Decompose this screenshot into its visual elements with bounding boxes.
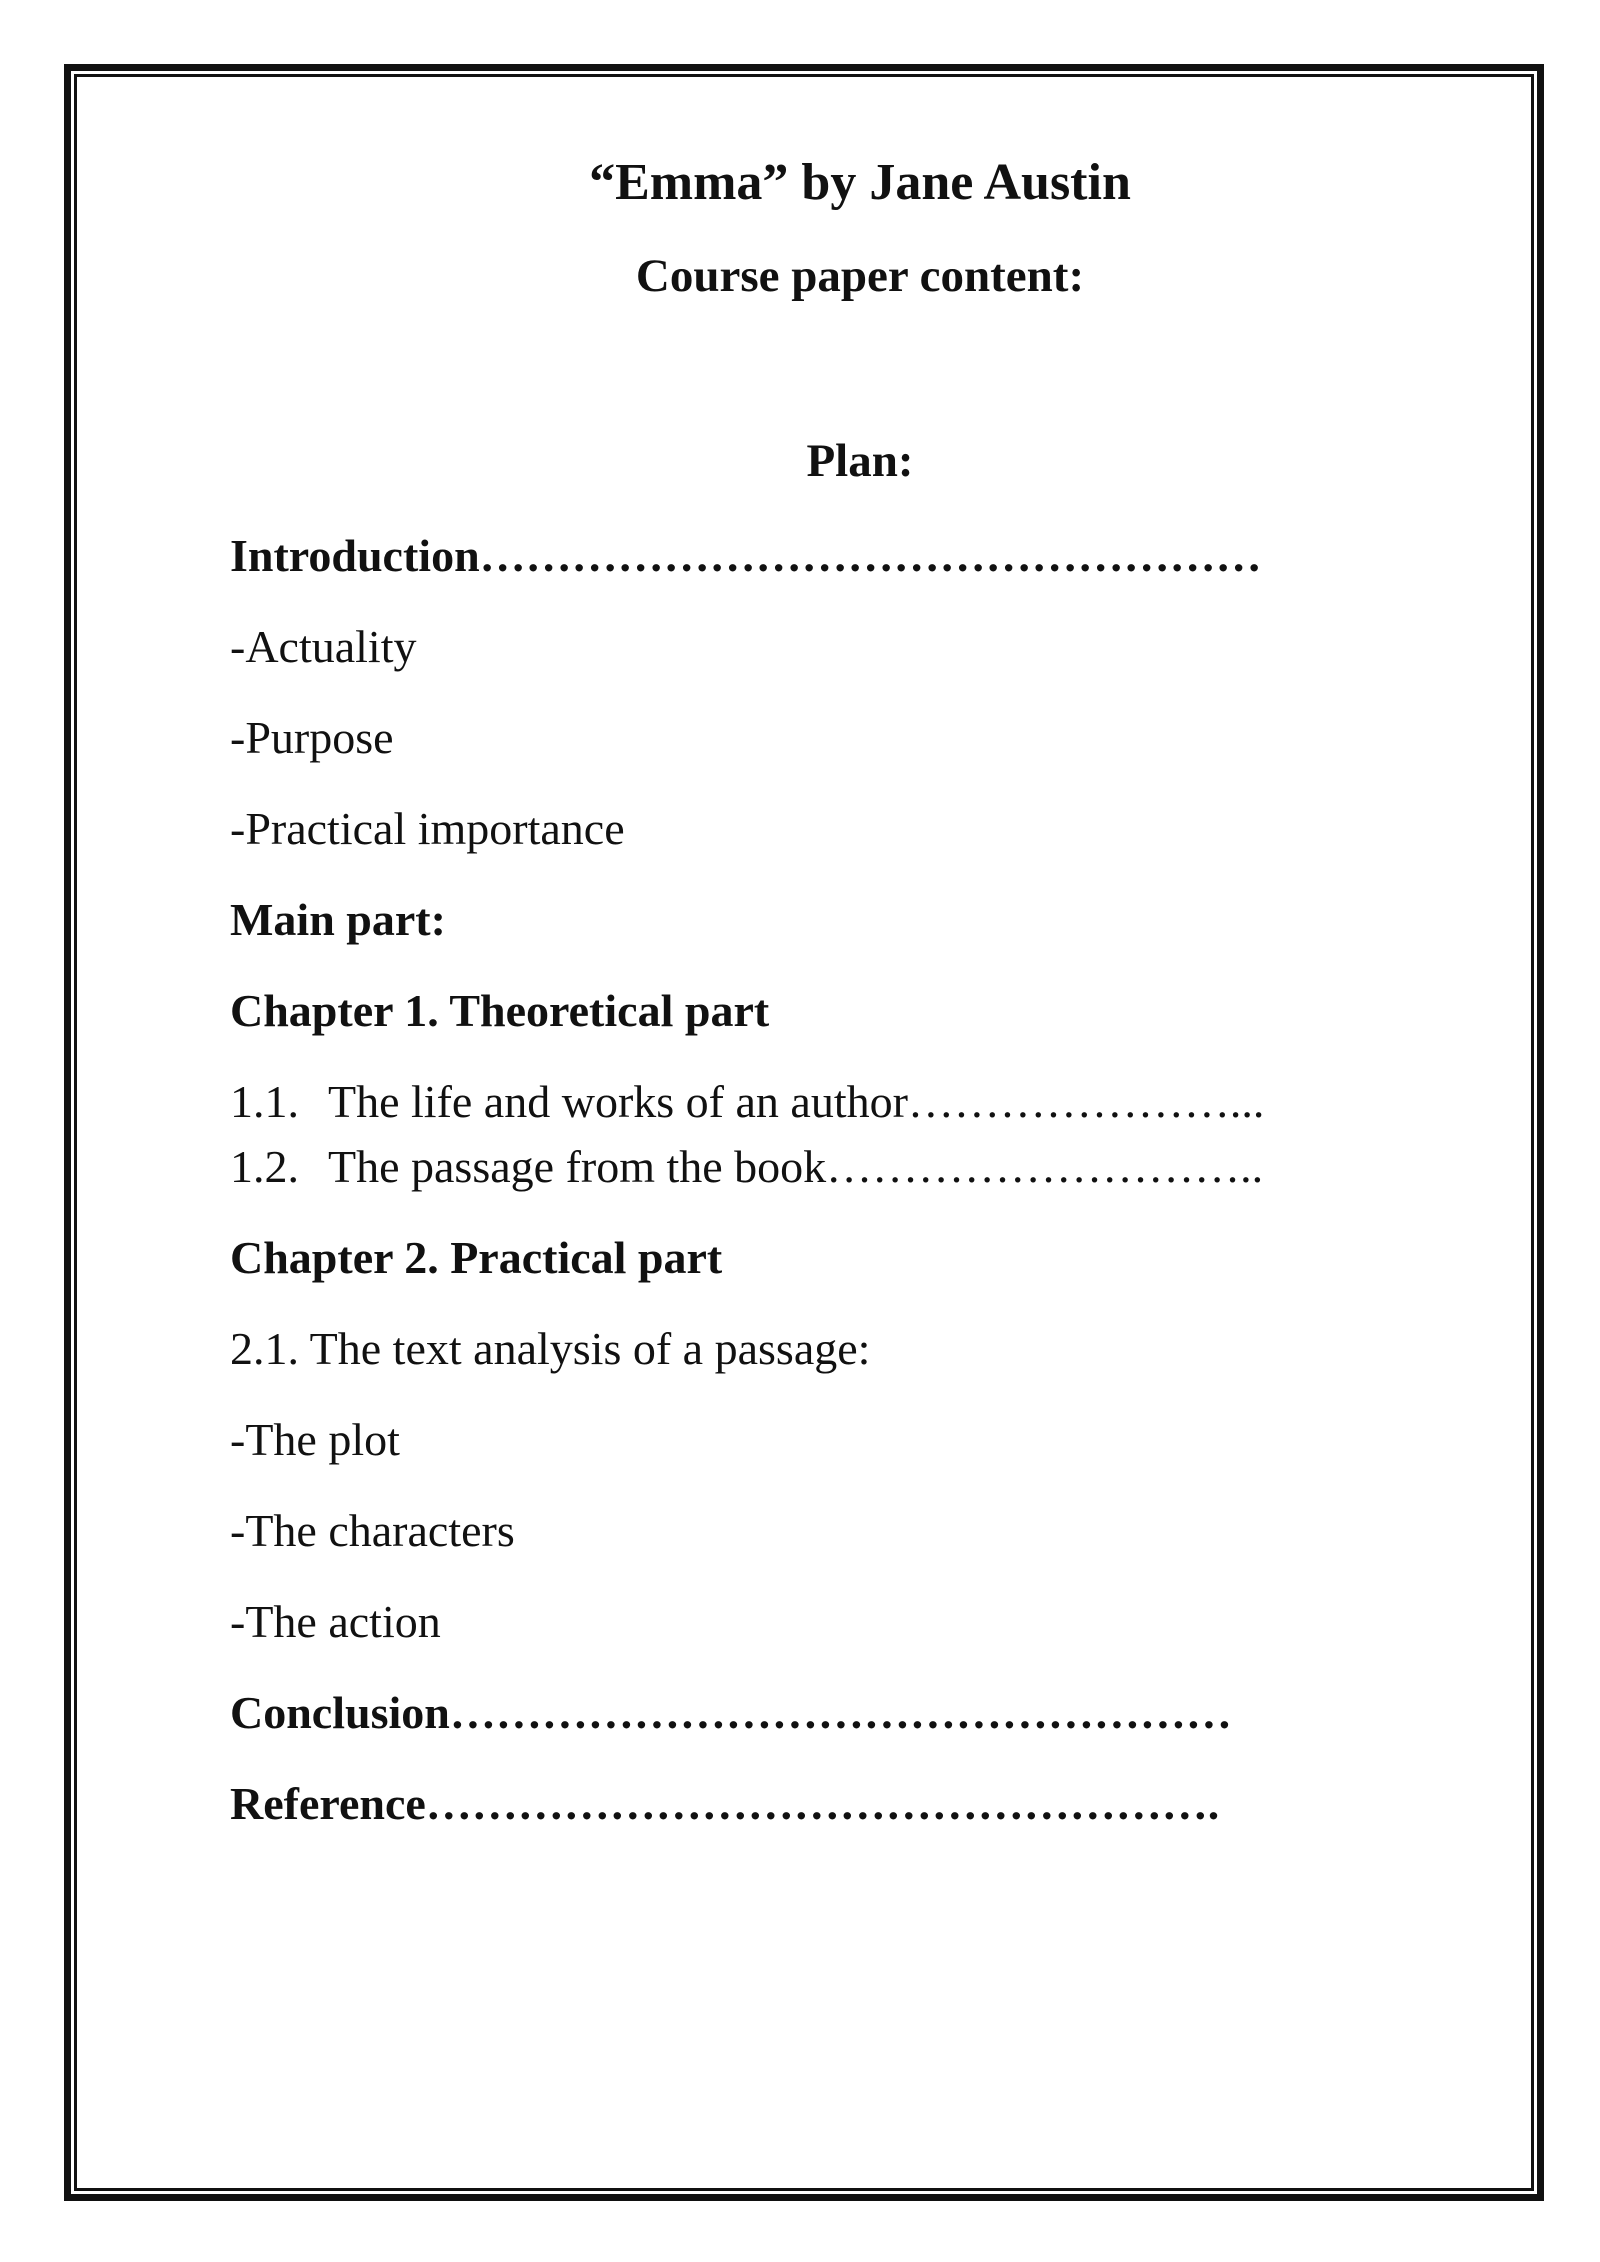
chapter2-heading: Chapter 2. Practical part — [230, 1232, 723, 1283]
chapter1-item-text: The passage from the book……………………….. — [328, 1141, 1264, 1192]
conclusion-entry: Conclusion…………………………………………… — [230, 1687, 1232, 1738]
chapter1-item-number: 1.1. — [230, 1076, 299, 1127]
document-subtitle: Course paper content: — [635, 250, 1085, 302]
chapter1-item-1-2 — [230, 1141, 1264, 1192]
plan-heading: Plan: — [806, 435, 914, 487]
chapter1-item-1-1 — [230, 1076, 1265, 1127]
intro-item-practical-importance: -Practical importance — [230, 803, 625, 854]
intro-item-purpose: -Purpose — [230, 712, 394, 763]
chapter1-item-number: 1.2. — [230, 1141, 299, 1192]
chapter2-intro: 2.1. The text analysis of a passage: — [230, 1323, 871, 1374]
document-title: “Emma” by Jane Austin — [589, 154, 1131, 211]
chapter1-heading: Chapter 1. Theoretical part — [230, 985, 770, 1036]
chapter2-item-characters: -The characters — [230, 1505, 515, 1556]
reference-entry: Reference……………………………………………. — [230, 1778, 1220, 1829]
chapter2-item-action: -The action — [230, 1596, 441, 1647]
chapter2-item-plot: -The plot — [230, 1414, 400, 1465]
chapter1-item-text: The life and works of an author…………………... — [328, 1076, 1265, 1127]
main-part-heading: Main part: — [230, 894, 446, 945]
intro-item-actuality: -Actuality — [230, 621, 417, 672]
page-border-inner — [74, 74, 1534, 2191]
introduction-entry: Introduction…………………………………………… — [230, 530, 1262, 581]
